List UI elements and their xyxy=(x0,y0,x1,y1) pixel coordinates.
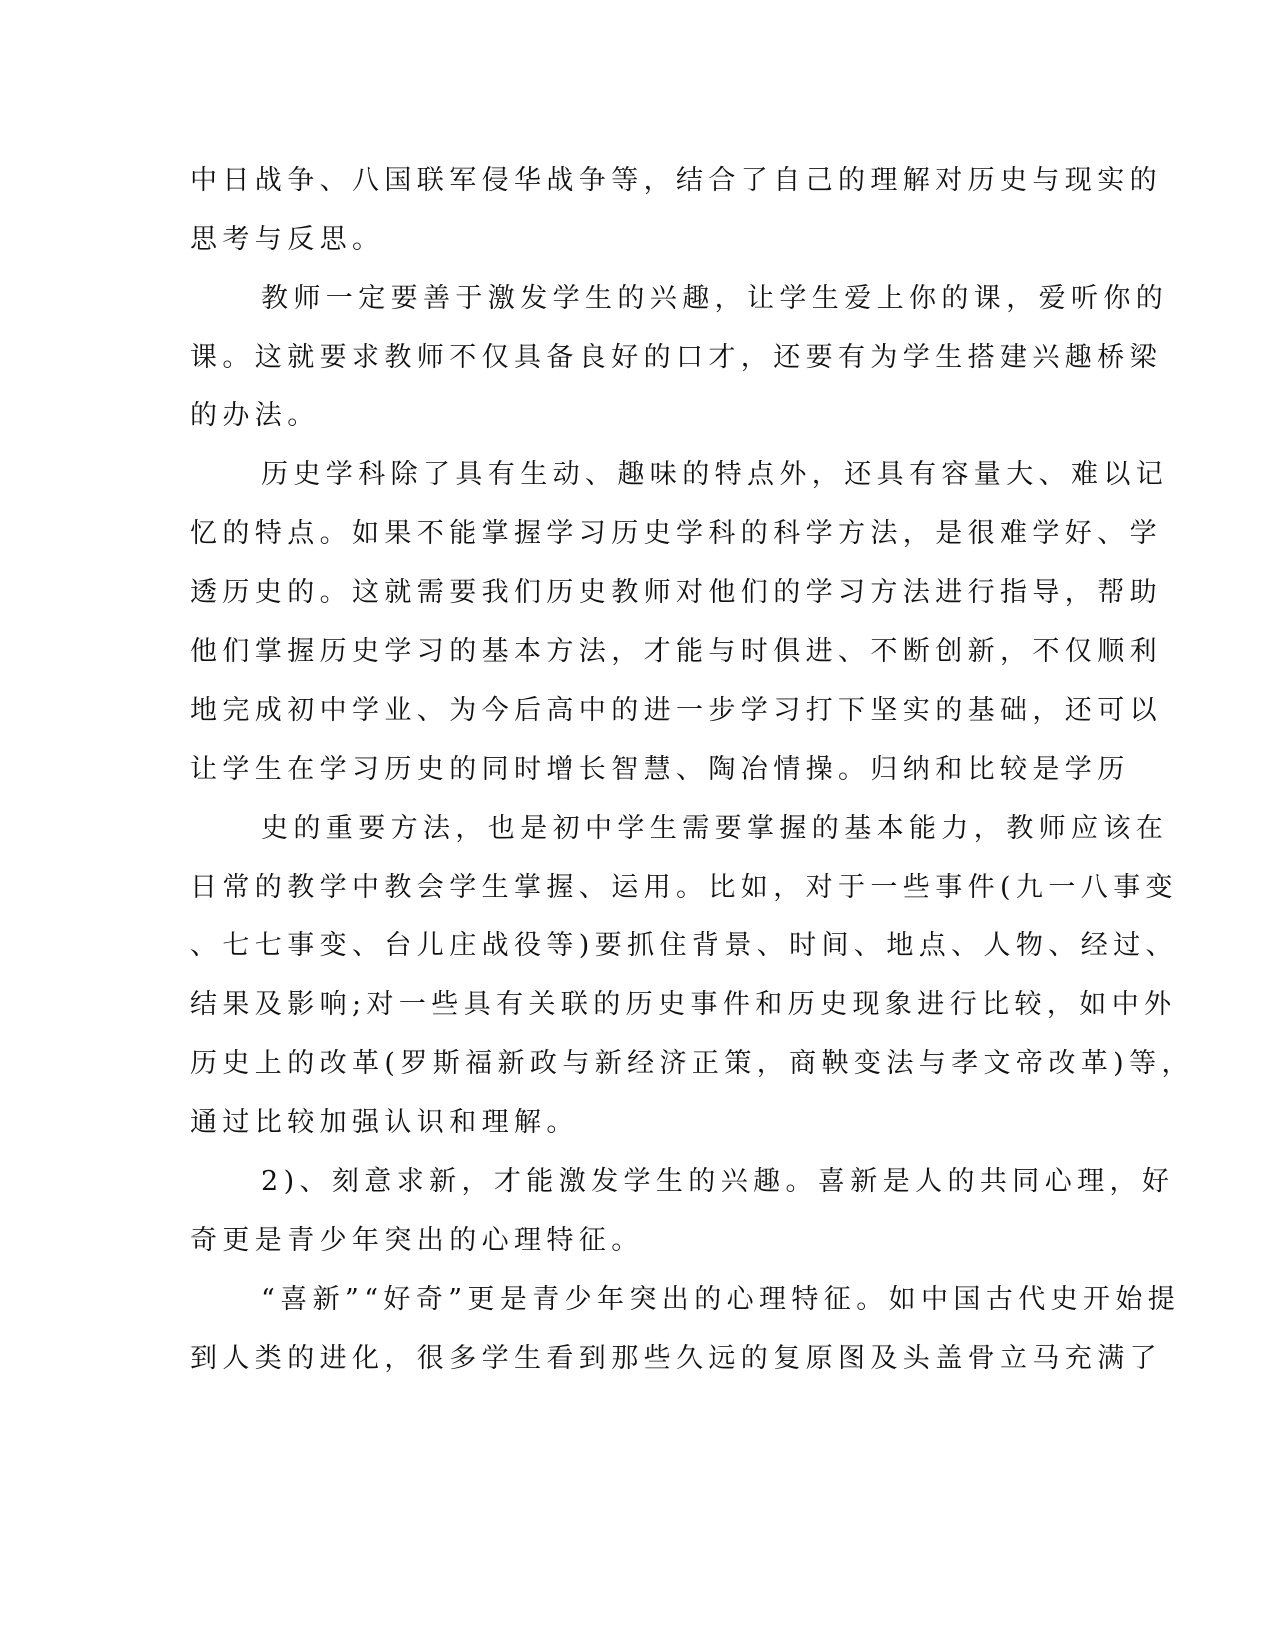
paragraph-start-line: “喜新”“好奇”更是青少年突出的心理特征。如中国古代史开始提 xyxy=(261,1284,1181,1315)
text-line: 透历史的。这就需要我们历史教师对他们的学习方法进行指导，帮助 xyxy=(190,577,1162,608)
paragraph-start-line: 教师一定要善于激发学生的兴趣，让学生爱上你的课，爱听你的 xyxy=(261,283,1169,314)
text-line: 通过比较加强认识和理解。 xyxy=(190,1107,579,1138)
text-line: 他们掌握历史学习的基本方法，才能与时俱进、不断创新，不仅顺利 xyxy=(190,636,1162,667)
paragraph-start-line: 历史学科除了具有生动、趣味的特点外，还具有容量大、难以记 xyxy=(261,459,1169,490)
text-line: 忆的特点。如果不能掌握学习历史学科的科学方法，是很难学好、学 xyxy=(190,518,1162,549)
paragraph-start-line: 2)、刻意求新，才能激发学生的兴趣。喜新是人的共同心理，好 xyxy=(261,1166,1175,1197)
text-line: 奇更是青少年突出的心理特征。 xyxy=(190,1225,644,1256)
paragraph-start-line: 史的重要方法，也是初中学生需要掌握的基本能力，教师应该在 xyxy=(261,813,1169,844)
text-line: 课。这就要求教师不仅具备良好的口才，还要有为学生搭建兴趣桥梁 xyxy=(190,342,1162,373)
text-line: 的办法。 xyxy=(190,400,320,431)
text-line: 历史上的改革(罗斯福新政与新经济正策，商鞅变法与孝文帝改革)等， xyxy=(190,1048,1194,1079)
text-line: 地完成初中学业、为今后高中的进一步学习打下坚实的基础，还可以 xyxy=(190,695,1162,726)
text-line: 让学生在学习历史的同时增长智慧、陶冶情操。归纳和比较是学历 xyxy=(190,754,1130,785)
text-line: 日常的教学中教会学生掌握、运用。比如，对于一些事件(九一八事变 xyxy=(190,872,1178,903)
text-line: 、七七事变、台儿庄战役等)要抓住背景、时间、地点、人物、经过、 xyxy=(190,930,1178,961)
text-line: 到人类的进化，很多学生看到那些久远的复原图及头盖骨立马充满了 xyxy=(190,1343,1162,1374)
text-line: 中日战争、八国联军侵华战争等，结合了自己的理解对历史与现实的 xyxy=(190,165,1162,196)
text-line: 思考与反思。 xyxy=(190,224,385,255)
text-line: 结果及影响;对一些具有关联的历史事件和历史现象进行比较，如中外 xyxy=(190,989,1177,1020)
